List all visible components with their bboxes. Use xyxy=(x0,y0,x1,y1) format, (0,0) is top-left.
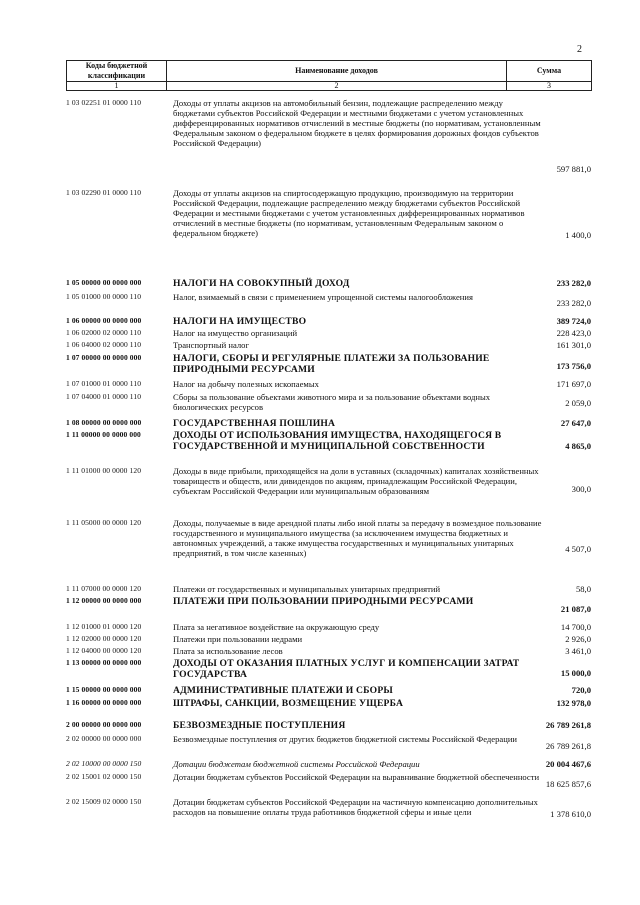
row-name: ШТРАФЫ, САНКЦИИ, ВОЗМЕЩЕНИЕ УЩЕРБА xyxy=(173,698,404,709)
row-amount: 132 978,0 xyxy=(556,698,591,708)
row-name: НАЛОГИ НА СОВОКУПНЫЙ ДОХОД xyxy=(173,278,350,289)
row-amount: 4 865,0 xyxy=(565,441,591,451)
row-name: АДМИНИСТРАТИВНЫЕ ПЛАТЕЖИ И СБОРЫ xyxy=(173,685,394,696)
row-code: 1 11 00000 00 0000 000 xyxy=(66,430,141,439)
row-name: Безвозмездные поступления от других бюджетов бюджетной системы Российской Федерации xyxy=(173,734,518,744)
row-name: Доходы от уплаты акцизов на автомобильный бензин, подлежащие распределению между бюджетами субъектов Российской Федерации и местными бюджетами с учетом установленных дифференцированных нормативов отчислений в местные бюджеты (по нормативам, установленным Федеральным законом о федеральном бюджете в целях формирования дорожных фондов субъектов Российской Федерации) xyxy=(173,98,541,148)
row-code: 1 12 04000 00 0000 120 xyxy=(66,646,142,655)
row-amount: 389 724,0 xyxy=(556,316,591,326)
row-amount: 26 789 261,8 xyxy=(545,720,591,730)
row-name: БЕЗВОЗМЕЗДНЫЕ ПОСТУПЛЕНИЯ xyxy=(173,720,346,731)
row-name: Дотации бюджетам бюджетной системы Российской Федерации xyxy=(173,759,420,769)
row-amount: 228 423,0 xyxy=(556,328,591,338)
row-name: Платежи при пользовании недрами xyxy=(173,634,303,644)
row-name: Транспортный налог xyxy=(173,340,250,350)
row-name: Доходы от уплаты акцизов на спиртосодержащую продукцию, производимую на территории Российской Федерации, подлежащие распределению между бюджетами субъектов Российской Федерации и местными бюджетами с учетом установленных дифференцированных нормативов отчислений в местные бюджеты (по нормативам, установленным Федеральным законом о федеральном бюджете) xyxy=(173,188,525,238)
row-code: 1 13 00000 00 0000 000 xyxy=(66,658,142,667)
row-code: 1 03 02251 01 0000 110 xyxy=(66,98,142,107)
row-code: 1 05 00000 00 0000 000 xyxy=(66,278,142,287)
row-name: ДОХОДЫ ОТ ОКАЗАНИЯ ПЛАТНЫХ УСЛУГ И КОМПЕНСАЦИИ ЗАТРАТ ГОСУДАРСТВА xyxy=(173,658,520,680)
row-amount: 173 756,0 xyxy=(556,361,591,371)
row-amount: 15 000,0 xyxy=(560,668,591,678)
row-amount: 58,0 xyxy=(575,584,591,594)
row-code: 1 15 00000 00 0000 000 xyxy=(66,685,142,694)
row-name: ПЛАТЕЖИ ПРИ ПОЛЬЗОВАНИИ ПРИРОДНЫМИ РЕСУРСАМИ xyxy=(173,596,474,607)
row-amount: 21 087,0 xyxy=(560,604,591,614)
row-amount: 3 461,0 xyxy=(565,646,591,656)
row-name: ДОХОДЫ ОТ ИСПОЛЬЗОВАНИЯ ИМУЩЕСТВА, НАХОДЯЩЕГОСЯ В ГОСУДАРСТВЕННОЙ И МУНИЦИПАЛЬНОЙ СОБСТВЕННОСТИ xyxy=(173,430,502,452)
header-num-3: 3 xyxy=(507,82,592,91)
row-amount: 161 301,0 xyxy=(556,340,591,350)
row-code: 1 06 02000 02 0000 110 xyxy=(66,328,142,337)
row-code: 1 11 07000 00 0000 120 xyxy=(66,584,142,593)
row-amount: 597 881,0 xyxy=(556,164,591,174)
header-sum: Сумма xyxy=(507,61,592,82)
row-code: 1 06 04000 02 0000 110 xyxy=(66,340,142,349)
row-code: 1 07 04000 01 0000 110 xyxy=(66,392,142,401)
row-code: 1 07 00000 00 0000 000 xyxy=(66,353,142,362)
row-code: 1 08 00000 00 0000 000 xyxy=(66,418,142,427)
row-name: Дотации бюджетам субъектов Российской Федерации на частичную компенсацию дополнительных расходов на повышение оплаты труда работников бюджетной сферы и иные цели xyxy=(173,797,538,817)
row-amount: 2 059,0 xyxy=(565,398,591,408)
row-amount: 1 378 610,0 xyxy=(550,809,591,819)
row-amount: 26 789 261,8 xyxy=(545,741,591,751)
row-name: Дотации бюджетам субъектов Российской Федерации на выравнивание бюджетной обеспеченности xyxy=(173,772,540,782)
row-code: 2 00 00000 00 0000 000 xyxy=(66,720,142,729)
row-code: 1 12 00000 00 0000 000 xyxy=(66,596,142,605)
row-amount: 14 700,0 xyxy=(560,622,591,632)
row-name: Налог на добычу полезных ископаемых xyxy=(173,379,319,389)
row-code: 1 07 01000 01 0000 110 xyxy=(66,379,142,388)
row-name: НАЛОГИ НА ИМУЩЕСТВО xyxy=(173,316,307,327)
header-num-1: 1 xyxy=(67,82,167,91)
row-amount: 27 647,0 xyxy=(560,418,591,428)
row-name: Налог на имущество организаций xyxy=(173,328,298,338)
row-name: Платежи от государственных и муниципальных унитарных предприятий xyxy=(173,584,441,594)
row-code: 1 11 01000 00 0000 120 xyxy=(66,466,142,475)
row-code: 1 05 01000 00 0000 110 xyxy=(66,292,142,301)
row-name: Плата за использование лесов xyxy=(173,646,283,656)
page-number: 2 xyxy=(577,44,582,55)
row-code: 1 11 05000 00 0000 120 xyxy=(66,518,142,527)
row-code: 2 02 15009 02 0000 150 xyxy=(66,797,142,806)
row-name: НАЛОГИ, СБОРЫ И РЕГУЛЯРНЫЕ ПЛАТЕЖИ ЗА ПОЛЬЗОВАНИЕ ПРИРОДНЫМИ РЕСУРСАМИ xyxy=(173,353,490,375)
row-name: Сборы за пользование объектами животного мира и за пользование объектами водных биологических ресурсов xyxy=(173,392,491,412)
row-name: Налог, взимаемый в связи с применением упрощенной системы налогообложения xyxy=(173,292,473,302)
row-amount: 4 507,0 xyxy=(565,544,591,554)
row-amount: 233 282,0 xyxy=(556,298,591,308)
row-amount: 300,0 xyxy=(571,484,591,494)
row-code: 1 03 02290 01 0000 110 xyxy=(66,188,142,197)
row-code: 2 02 15001 02 0000 150 xyxy=(66,772,142,781)
row-code: 1 12 01000 01 0000 120 xyxy=(66,622,142,631)
header-num-2: 2 xyxy=(167,82,507,91)
header-names: Наименование доходов xyxy=(167,61,507,82)
row-name: Плата за негативное воздействие на окружающую среду xyxy=(173,622,380,632)
row-code: 1 06 00000 00 0000 000 xyxy=(66,316,142,325)
row-amount: 1 400,0 xyxy=(565,230,591,240)
row-amount: 18 625 857,6 xyxy=(545,779,591,789)
row-amount: 233 282,0 xyxy=(556,278,591,288)
row-amount: 720,0 xyxy=(571,685,591,695)
row-amount: 20 004 467,6 xyxy=(545,759,591,769)
row-amount: 171 697,0 xyxy=(556,379,591,389)
row-name: Доходы, получаемые в виде арендной платы либо иной платы за передачу в возмездное пользование государственного и муниципального имущества (за исключением имущества бюджетных и автономных учреждений, а также имущества государственных и муниципальных унитарных предприятий, в том числе казенных) xyxy=(173,518,542,558)
row-code: 1 12 02000 00 0000 120 xyxy=(66,634,142,643)
row-code: 2 02 00000 00 0000 000 xyxy=(66,734,142,743)
row-code: 2 02 10000 00 0000 150 xyxy=(66,759,142,768)
row-code: 1 16 00000 00 0000 000 xyxy=(66,698,142,707)
row-name: Доходы в виде прибыли, приходящейся на доли в уставных (складочных) капиталах хозяйственных товариществ и обществ, или дивидендов по акциям, принадлежащим Российской Федерации, субъектам Российской Федерации или муниципальным образованиям xyxy=(173,466,539,496)
header-codes: Коды бюджетной классификации xyxy=(67,61,167,82)
row-name: ГОСУДАРСТВЕННАЯ ПОШЛИНА xyxy=(173,418,336,429)
row-amount: 2 926,0 xyxy=(565,634,591,644)
